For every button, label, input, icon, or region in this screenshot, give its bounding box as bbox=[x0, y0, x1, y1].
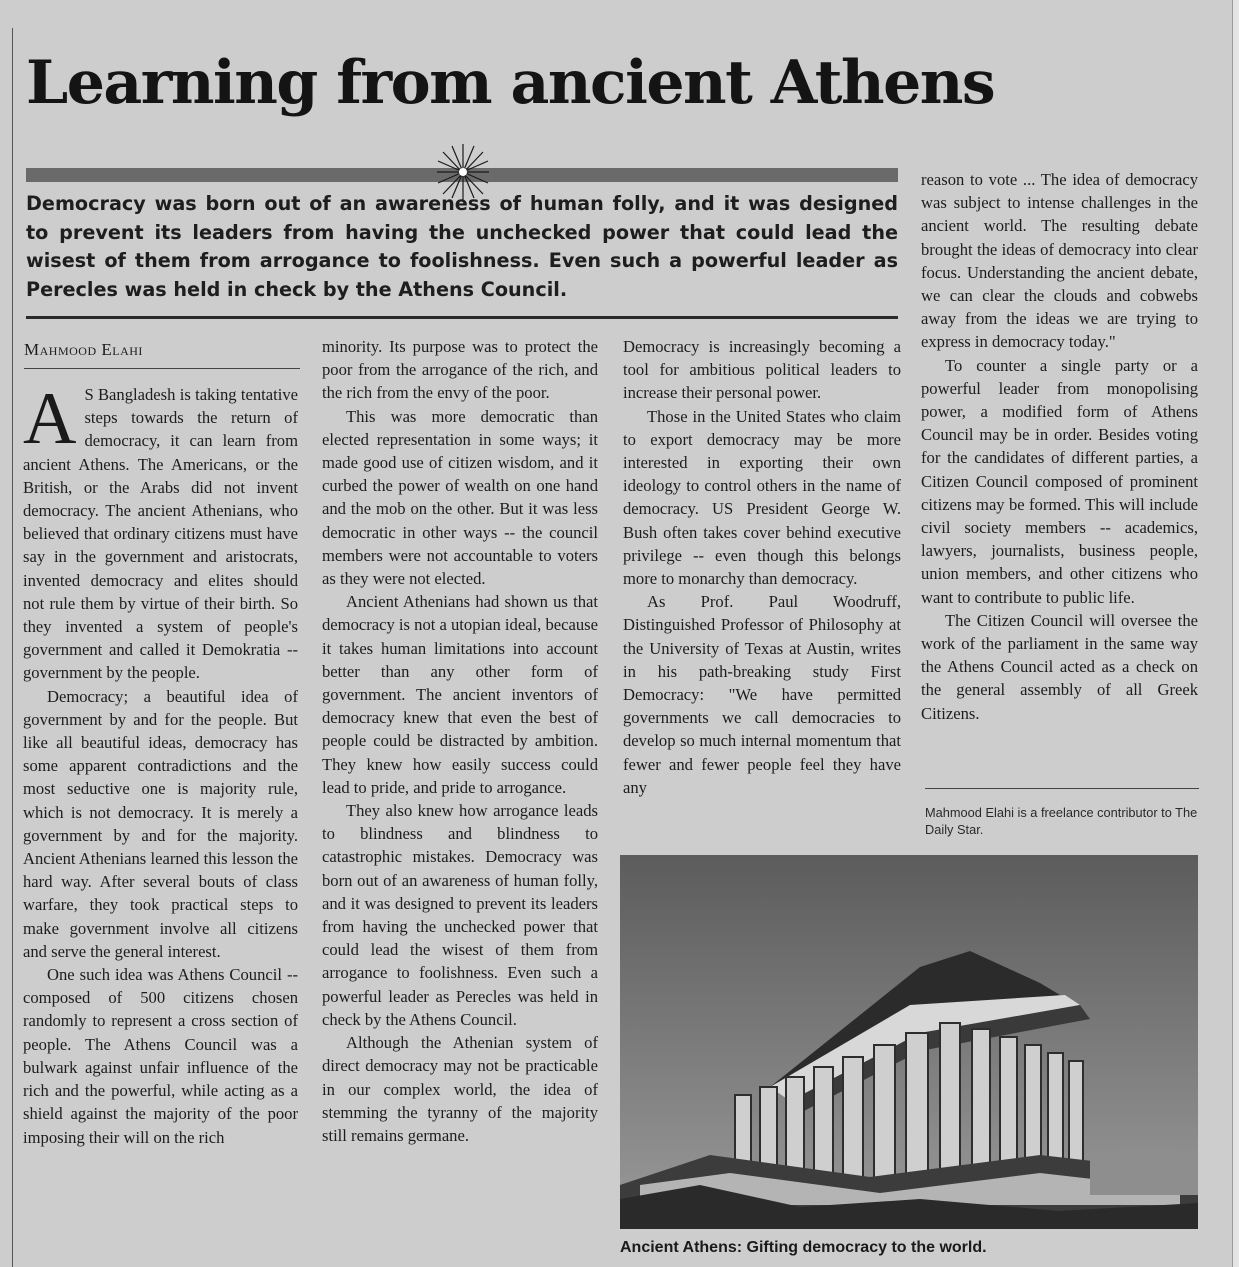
paragraph: Democracy; a beautiful idea of government by and for the people. But like all beautiful ideas, democracy has some apparent contradictions and the most seductive one is majority rule, which is not democracy. It is merely a government by and for the majority. Ancient Athenians learned this lesson the hard way. After several bouts of class warfare, they took practical steps to make government involve all citizens and serve the general interest. bbox=[23, 686, 298, 961]
article-deck: Democracy was born out of an awareness of human folly, and it was designed to prevent its leaders from having the unchecked power that could lead the wisest of them from arrogance to foolishness. Even such a powerful leader as Perecles was held in check by the Athens Council. bbox=[26, 192, 898, 301]
paragraph: They also knew how arrogance leads to blindness and blindness to catastrophic mistakes. Democracy was born out of an awareness of human folly, and it was designed to prevent its leaders from having the unchecked power that could lead the wisest of them from arrogance to foolishness. Even such a powerful leader as Perecles was held in check by the Athens Council. bbox=[322, 801, 598, 1029]
paragraph: As Prof. Paul Woodruff, Distinguished Professor of Philosophy at the University of Texas at Austin, writes in his path-breaking study First Democracy: "We have permitted governments we call democracies to develop so much internal momentum that fewer and fewer people feel they have any bbox=[623, 592, 901, 797]
deck-bottom-rule bbox=[26, 316, 898, 319]
paragraph: To counter a single party or a powerful leader from monopolising power, a modified form of Athens Council may be in order. Besides voting for the candidates of different parties, a Citizen Council composed of prominent citizens may be formed. This will include civil society members -- academics, lawyers, journalists, business people, union members, and other citizens who want to contribute to public life. bbox=[921, 355, 1198, 607]
paragraph: This was more democratic than elected representation in some ways; it made good use of citizen wisdom, and it curbed the power of wealth on one hand and the mob on the other. But it was less democratic in other ways -- the council members were not accountable to voters as they were not elected. bbox=[322, 406, 598, 589]
paragraph: Those in the United States who claim to export democracy may be more interested in exporting their own ideology to control others in the name of democracy. US President George W. Bush often takes cover behind executive privilege -- even though this belongs more to monarchy than democracy. bbox=[623, 406, 901, 589]
photo-caption: Ancient Athens: Gifting democracy to the world. bbox=[620, 1239, 987, 1256]
byline: Mahmood Elahi bbox=[24, 340, 300, 369]
paragraph: One such idea was Athens Council -- composed of 500 citizens chosen randomly to represent a cross section of people. The Athens Council was a bulwark against unfair influence of the rich and the powerful, while acting as a shield against the majority of the poor imposing their will on the rich bbox=[23, 965, 298, 1147]
column-3 bbox=[623, 335, 901, 799]
article-headline: Learning from ancient Athens bbox=[26, 48, 995, 118]
paragraph: Although the Athenian system of direct democracy may not be practicable in our complex world, the idea of stemming the tyranny of the majority still remains germane. bbox=[322, 1033, 598, 1145]
page-edge bbox=[1232, 0, 1239, 1267]
column-4 bbox=[921, 168, 1198, 725]
paragraph: reason to vote ... The idea of democracy was subject to intense challenges in the ancient world. The resulting debate brought the ideas of democracy into clear focus. Understanding the ancient debate, we can clear the clouds and cobwebs away from the ideas we are trying to express in democracy today." bbox=[921, 170, 1198, 352]
parthenon-photo bbox=[620, 855, 1198, 1229]
column-rule bbox=[12, 28, 13, 1267]
column-2 bbox=[322, 335, 598, 1147]
bio-rule bbox=[925, 788, 1199, 789]
paragraph: The Citizen Council will oversee the work of the parliament in the same way the Athens Council acted as a check on the general assembly of all Greek Citizens. bbox=[921, 610, 1198, 723]
paragraph: minority. Its purpose was to protect the poor from the arrogance of the rich, and the rich from the envy of the poor. bbox=[322, 337, 598, 403]
column-1 bbox=[23, 378, 298, 1149]
paragraph: Ancient Athenians had shown us that democracy is not a utopian ideal, because it takes human limitations into account better than any other form of government. The ancient inventors of democracy knew that even the best of people could be distracted by ambition. They knew how easily success could lead to pride, and pride to arrogance. bbox=[322, 592, 598, 797]
drop-cap: A bbox=[23, 378, 77, 460]
paragraph: Democracy is increasingly becoming a tool for ambitious political leaders to increase their personal power. bbox=[623, 337, 901, 403]
paragraph: A S Bangladesh is taking tentative steps towards the return of democracy, it can learn from ancient Athens. The Americans, or the British, or the Arabs did not invent democracy. The ancient Athenians, who believed that ordinary citizens must have say in the government and aristocrats, invented democracy and elites should not rule them by virtue of their birth. So they invented a system of people's government and called it Demokratia -- government by the people. bbox=[23, 378, 298, 683]
author-bio: Mahmood Elahi is a freelance contributor to The Daily Star. bbox=[925, 805, 1198, 837]
